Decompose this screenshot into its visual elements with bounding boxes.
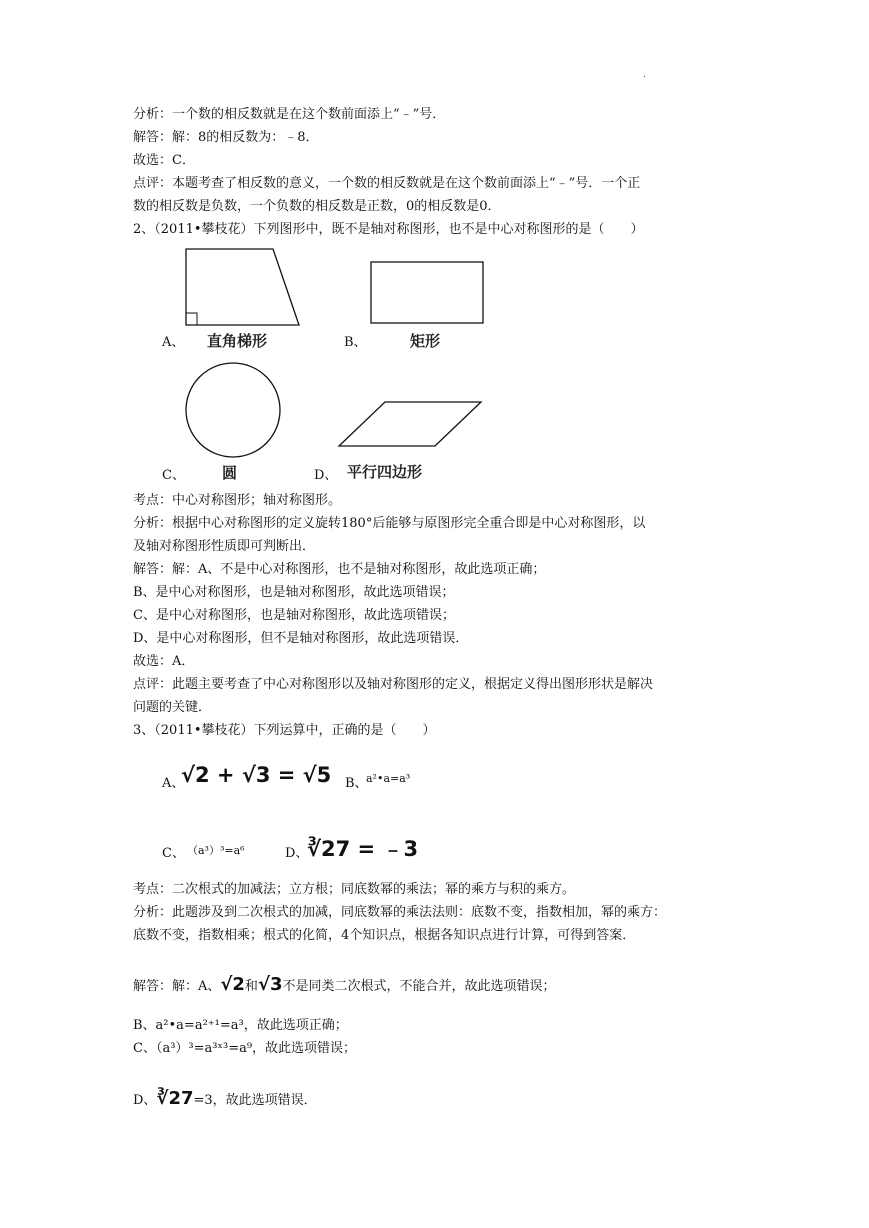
q3-stem: 3、（2011•攀枝花）下列运算中，正确的是（ ）	[133, 723, 436, 738]
q3-option-d-label: D、	[285, 846, 309, 861]
q3-answer-d	[133, 1090, 317, 1110]
q3-option-b-math: a²•a=a³	[366, 772, 411, 785]
q3-answer-b: B、a²•a=a²⁺¹=a³，故此选项正确；	[133, 1018, 348, 1033]
q3-option-c-math: （a³）³=a⁶	[187, 844, 245, 857]
q3-analysis-line-2: 底数不变，指数相乘；根式的化简，4个知识点，根据各知识点进行计算，可得到答案．	[133, 928, 636, 943]
q1-analysis: 分析：一个数的相反数就是在这个数前面添上“﹣”号．	[133, 107, 446, 122]
q1-choice: 故选：C．	[133, 153, 195, 168]
q2-answer-b: B、是中心对称图形，也是轴对称图形，故此选项错误；	[133, 585, 455, 600]
q2-option-a-label: A、	[162, 335, 185, 350]
q3-answer-a-sqrt3: √3	[257, 974, 283, 995]
q2-option-b-label: B、	[344, 335, 367, 350]
q3-answer-a-sqrt2: √2	[220, 974, 245, 995]
q3-answer-a	[133, 976, 555, 996]
rectangle-shape	[371, 262, 483, 323]
q3-analysis-line-1: 分析：此题涉及到二次根式的加减，同底数幂的乘法法则：底数不变，指数相加，幂的乘方：	[133, 905, 667, 920]
q3-answer-d-prefix: D、	[133, 1093, 157, 1108]
q3-answer-a-suffix: 不是同类二次根式，不能合并，故此选项错误；	[282, 979, 556, 994]
q3-answer-a-prefix: 解答：解：A、	[133, 979, 221, 994]
q3-answer-d-cbrt27: ∛27	[156, 1088, 194, 1109]
circle-shape	[186, 363, 280, 457]
q2-comment-line-1: 点评：此题主要考查了中心对称图形以及轴对称图形的定义，根据定义得出图形形状是解决	[133, 677, 654, 692]
q1-comment-line-2: 数的相反数是负数，一个负数的相反数是正数，0的相反数是0．	[133, 199, 501, 214]
q1-comment-line-1: 点评：本题考查了相反数的意义，一个数的相反数就是在这个数前面添上“﹣”号．一个正	[133, 176, 641, 191]
q2-analysis-line-2: 及轴对称图形性质即可判断出．	[133, 539, 316, 554]
q2-answer-c: C、是中心对称图形，也是轴对称图形，故此选项错误；	[133, 608, 455, 623]
q2-option-b-name: 矩形	[410, 332, 441, 350]
right-angle-mark	[186, 313, 197, 325]
q2-answer-d: D、是中心对称图形，但不是轴对称图形，故此选项错误．	[133, 631, 469, 646]
q2-option-a-name: 直角梯形	[207, 332, 268, 350]
q3-option-d-math: ∛27 = ﹣3	[307, 837, 419, 861]
q2-choice: 故选：A．	[133, 654, 195, 669]
q3-option-a-math: √2 + √3 = √5	[181, 763, 332, 787]
q2-analysis-line-1: 分析：根据中心对称图形的定义旋转180°后能够与原图形完全重合即是中心对称图形，以	[133, 516, 646, 531]
q3-answer-d-suffix: =3，故此选项错误．	[193, 1093, 317, 1108]
q2-option-c-label: C、	[162, 468, 185, 483]
q2-option-c-name: 圆	[222, 464, 238, 482]
q2-answer-a: 解答：解：A、不是中心对称图形，也不是轴对称图形，故此选项正确；	[133, 562, 546, 577]
right-trapezoid-shape	[186, 249, 299, 325]
q3-answer-c: C、（a³）³=a³ˣ³=a⁹，故此选项错误；	[133, 1041, 357, 1056]
parallelogram-shape	[339, 402, 481, 446]
q1-answer: 解答：解：8的相反数为：﹣8．	[133, 130, 319, 145]
q2-stem: 2、（2011•攀枝花）下列图形中，既不是轴对称图形，也不是中心对称图形的是（ ）	[133, 222, 644, 237]
q2-point: 考点：中心对称图形；轴对称图形。	[133, 493, 342, 508]
q3-option-b-label: B、	[345, 776, 368, 791]
corner-mark: .	[643, 70, 646, 80]
q2-comment-line-2: 问题的关键．	[133, 700, 212, 715]
q3-option-c-label: C、	[162, 846, 185, 861]
q2-option-d-label: D、	[314, 468, 338, 483]
q3-option-a-label: A、	[162, 776, 185, 791]
q3-point: 考点：二次根式的加减法；立方根；同底数幂的乘法；幂的乘方与积的乘方。	[133, 882, 576, 897]
q3-answer-a-and: 和	[244, 979, 258, 994]
q2-option-d-name: 平行四边形	[347, 463, 423, 481]
q2-figures	[0, 0, 869, 520]
